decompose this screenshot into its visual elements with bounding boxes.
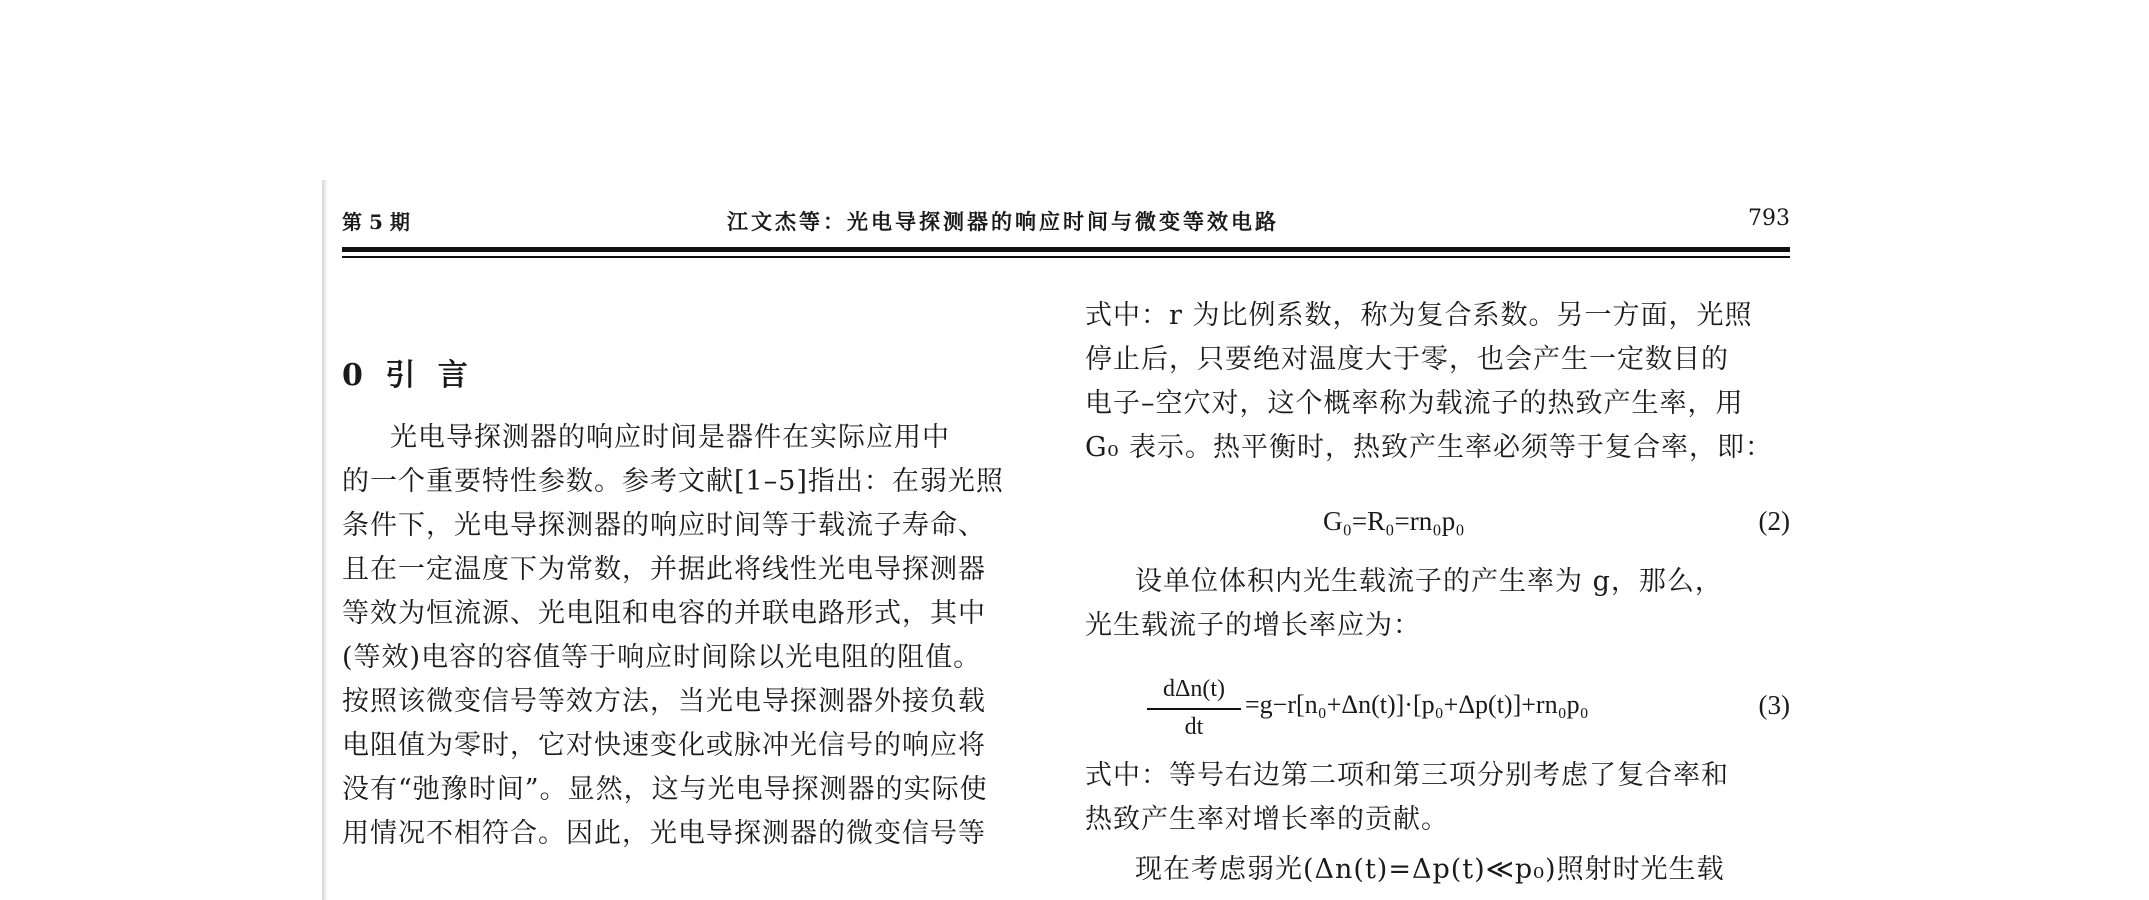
issue-number: 第 5 期 (342, 210, 410, 234)
equation-3-number: (3) (1758, 690, 1790, 720)
fraction-bar (1147, 708, 1241, 710)
paragraph-line: 电阻值为零时，它对快速变化或脉冲光信号的响应将 (342, 730, 986, 761)
paragraph-line: 式中：等号右边第二项和第三项分别考虑了复合率和 (1085, 760, 1729, 791)
page-number: 793 (1748, 206, 1790, 231)
paragraph-line: 停止后，只要绝对温度大于零，也会产生一定数目的 (1085, 344, 1729, 375)
paragraph-line: 电子–空穴对，这个概率称为载流子的热致产生率，用 (1085, 388, 1744, 419)
running-header (342, 206, 1790, 240)
paragraph-line: 设单位体积内光生载流子的产生率为 g，那么， (1135, 566, 1723, 597)
equation-3-numerator: dΔn(t) (1162, 676, 1226, 702)
paragraph-line: 且在一定温度下为常数，并据此将线性光电导探测器 (342, 554, 986, 585)
paragraph-line: 光电导探测器的响应时间是器件在实际应用中 (390, 422, 950, 453)
header-rule-thin (342, 256, 1790, 258)
page-edge-shadow (322, 180, 328, 900)
running-title: 江文杰等：光电导探测器的响应时间与微变等效电路 (727, 209, 1279, 234)
paragraph-line: (等效)电容的容值等于响应时间除以光电阻的阻值。 (342, 642, 982, 673)
equation-3 (1085, 670, 1790, 750)
paragraph-line: 式中：r 为比例系数，称为复合系数。另一方面，光照 (1085, 300, 1753, 331)
equation-2-number: (2) (1758, 506, 1790, 536)
equation-3-rhs: =g−r[n₀+Δn(t)]·[p₀+Δp(t)]+rn₀p₀ (1245, 690, 1589, 719)
paragraph-line: 热致产生率对增长率的贡献。 (1085, 804, 1449, 835)
paragraph-line: 的一个重要特性参数。参考文献[1–5]指出：在弱光照 (342, 466, 1004, 497)
paragraph-line: 按照该微变信号等效方法，当光电导探测器外接负载 (342, 686, 986, 717)
paragraph-line: G₀ 表示。热平衡时，热致产生率必须等于复合率，即： (1085, 432, 1773, 463)
paragraph-line: 光生载流子的增长率应为： (1085, 610, 1421, 641)
equation-2: G₀=R₀=rn₀p₀ (1323, 506, 1465, 536)
paragraph-line: 现在考虑弱光(Δn(t)=Δp(t)≪p₀)照射时光生载 (1135, 854, 1725, 885)
header-rule-thick (342, 247, 1790, 252)
section-heading: 0 引 言 (342, 358, 474, 393)
paragraph-line: 用情况不相符合。因此，光电导探测器的微变信号等 (342, 818, 986, 849)
paragraph-line: 没有“弛豫时间”。显然，这与光电导探测器的实际使 (342, 774, 988, 805)
paragraph-line: 条件下，光电导探测器的响应时间等于载流子寿命、 (342, 510, 986, 541)
paragraph-line: 等效为恒流源、光电阻和电容的并联电路形式，其中 (342, 598, 986, 629)
equation-3-denominator: dt (1184, 714, 1204, 740)
